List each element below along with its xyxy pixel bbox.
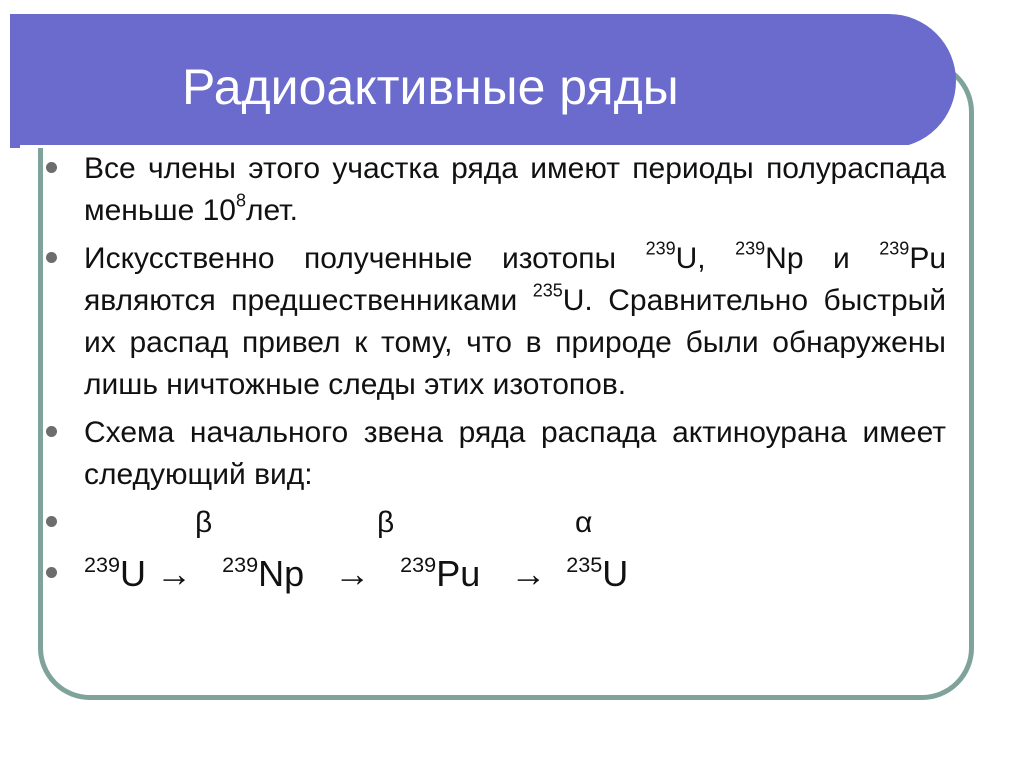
element-symbol: U: [602, 553, 629, 594]
mass-number: 239: [645, 238, 676, 259]
decay-chain-equation: [84, 550, 946, 598]
decay-beta-label: β: [377, 506, 395, 539]
arrow-icon: →: [334, 554, 371, 594]
bullet-text-part: Pu являются предшественниками: [84, 242, 947, 317]
arrow-icon: →: [156, 554, 193, 594]
decay-beta-label: β: [195, 506, 213, 539]
element-symbol: U: [120, 553, 147, 594]
slide-title: Радиоактивные ряды: [182, 59, 679, 115]
bullet-text-part: U,: [675, 242, 736, 275]
bullet-item-4: [40, 502, 946, 544]
bullet-item-5: [40, 550, 946, 598]
arrow-icon: →: [510, 554, 547, 594]
bullet-item-2: [40, 238, 946, 406]
element-symbol: Np: [258, 553, 305, 594]
bullet-text-part: Все члены этого участка ряда имеют периоды полураспада меньше 10: [84, 152, 946, 227]
superscript: 8: [235, 190, 246, 211]
bullet-text-part: Np и: [765, 242, 880, 275]
mass-number: 239: [400, 551, 437, 577]
bullet-text-part: лет.: [245, 194, 298, 227]
bullet-text-part: U. Сравнительно быстрый их распад привел к тому, что в природе были обнаружены лишь ничтожные следы этих изотопов.: [84, 284, 946, 401]
bullet-list: [40, 148, 946, 598]
bullet-dot: [46, 426, 57, 437]
bullet-dot: [46, 252, 57, 263]
mass-number: 239: [879, 238, 910, 259]
mass-number: 239: [735, 238, 766, 259]
mass-number: 239: [222, 551, 259, 577]
bullet-item-1: [40, 148, 946, 232]
mass-number: 239: [84, 551, 121, 577]
bullet-text-part: Искусственно полученные изотопы: [84, 242, 646, 275]
bullet-item-3: [40, 412, 946, 496]
bullet-text: Схема начального звена ряда распада актиноурана имеет следующий вид:: [84, 416, 946, 491]
bullet-dot: [46, 516, 57, 527]
bullet-dot: [46, 162, 57, 173]
mass-number: 235: [566, 551, 603, 577]
bullet-text: [84, 148, 946, 232]
element-symbol: Pu: [436, 553, 481, 594]
title-bar: [10, 14, 956, 148]
bullet-text: [84, 238, 946, 406]
mass-number: 235: [532, 280, 563, 301]
decay-alpha-label: α: [575, 506, 593, 539]
bullet-dot: [46, 567, 57, 578]
